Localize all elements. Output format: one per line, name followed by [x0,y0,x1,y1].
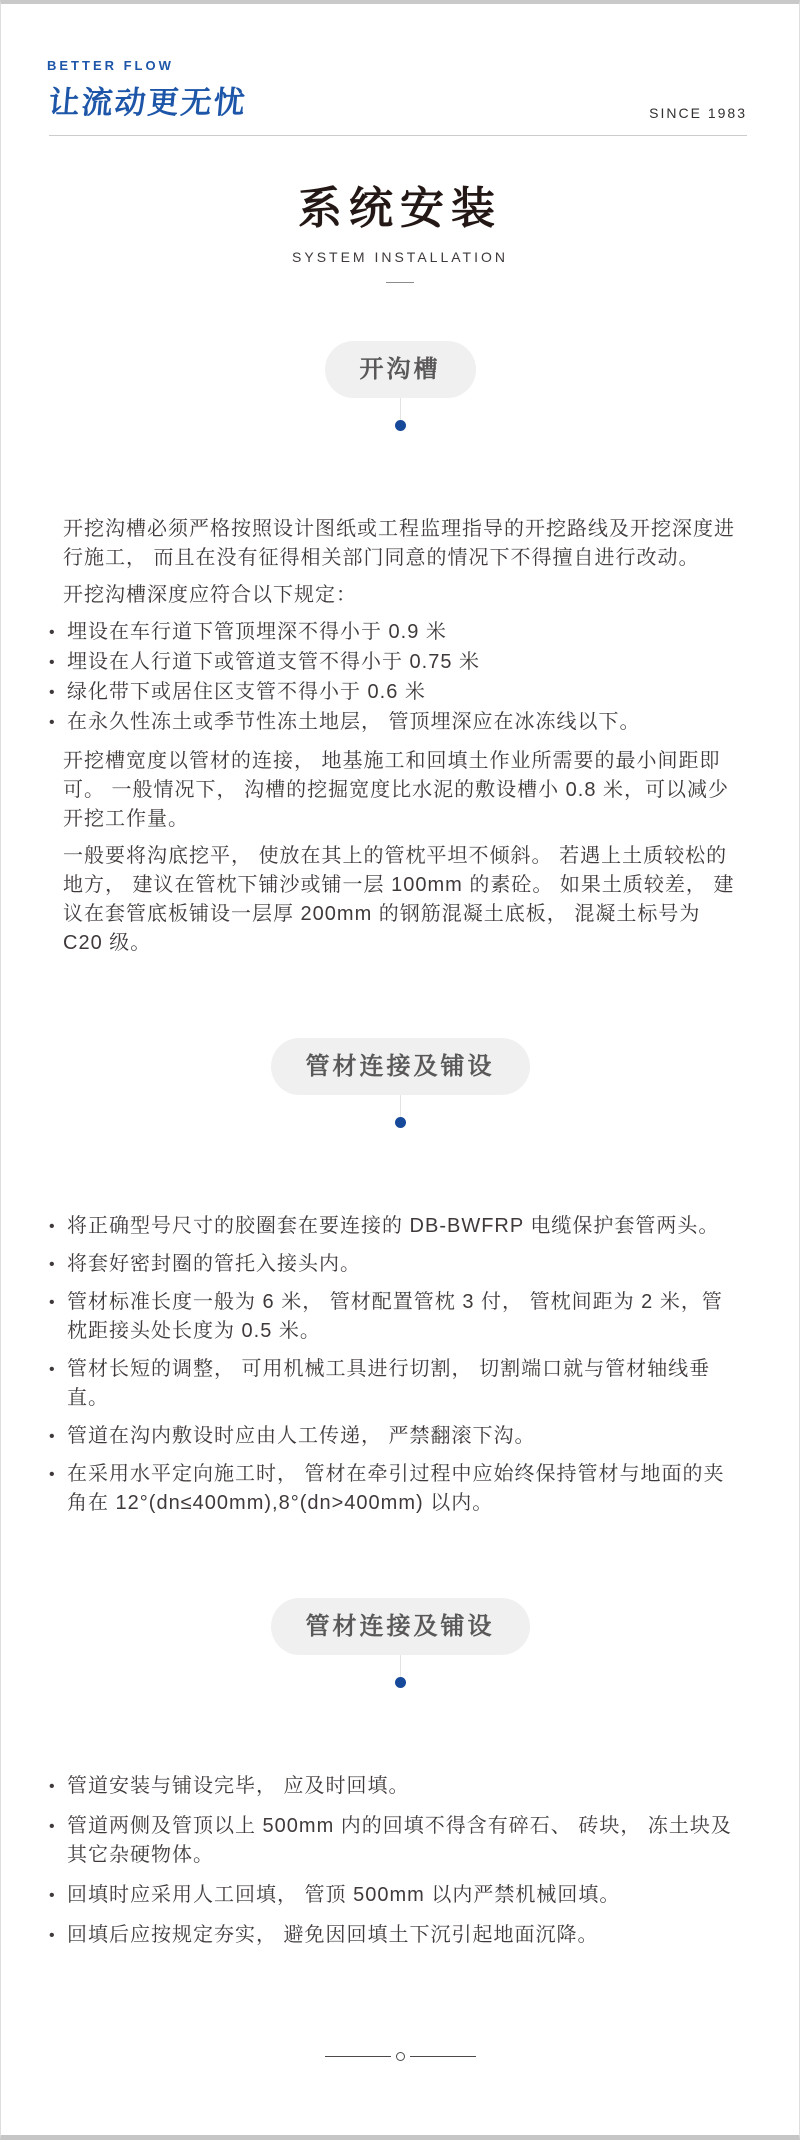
since-label: SINCE 1983 [649,105,747,121]
list-item-text: 管材长短的调整， 可用机械工具进行切割， 切割端口就与管材轴线垂直。 [67,1358,711,1409]
content [1,341,799,1950]
section-body [1,1772,799,1950]
paragraph: 开挖沟槽深度应符合以下规定： [63,584,357,606]
list-item [49,1921,737,1950]
bullet-list [49,618,737,737]
section-2 [1,1038,799,1518]
title-rule [386,282,414,283]
section-header [1,1598,799,1688]
bullet-icon: • [49,1294,56,1311]
bullet-icon: • [49,1778,56,1795]
connector-dot-icon [395,1117,406,1128]
list-item [49,1772,737,1801]
connector-dot-icon [395,1677,406,1688]
list-item-text: 埋设在人行道下或管道支管不得小于 0.75 米 [67,651,481,673]
paragraph: 一般要将沟底挖平， 使放在其上的管枕平坦不倾斜。 若遇上土质较松的地方， 建议在管枕下铺沙或铺一层 100mm 的素砼。 如果土质较差， 建议在套管底板铺设一层厚 200mm 的钢筋混凝土底板， 混凝土标号为 C20 级。 [63,845,735,954]
footer-circle-icon [396,2052,405,2061]
bullet-icon: • [49,1887,56,1904]
bullet-icon: • [49,1218,56,1235]
list-item-text: 在采用水平定向施工时， 管材在牵引过程中应始终保持管材与地面的夹角在 12°(dn≤400mm),8°(dn>400mm) 以内。 [67,1463,725,1514]
bullet-icon: • [49,1466,56,1483]
title-block [1,172,799,283]
section-badge: 管材连接及铺设 [271,1038,530,1095]
list-item-text: 管道安装与铺设完毕， 应及时回填。 [67,1775,410,1797]
list-item-text: 管材标准长度一般为 6 米， 管材配置管枕 3 付， 管枕间距为 2 米，管枕距接头处长度为 0.5 米。 [67,1291,723,1342]
list-item-text: 回填后应按规定夯实， 避免因回填土下沉引起地面沉降。 [67,1924,599,1946]
list-item [49,1812,737,1870]
list-item [49,1422,737,1451]
connector-line [400,398,401,420]
section-header [1,341,799,431]
paragraph: 开挖槽宽度以管材的连接， 地基施工和回填土作业所需要的最小间距即可。 一般情况下， 沟槽的挖掘宽度比水泥的敷设槽小 0.8 米，可以减少开挖工作量。 [63,750,730,830]
footer-ornament [1,2052,799,2061]
list-item [49,648,737,677]
list-item [49,1288,737,1346]
page-title: 系统安装 [298,184,502,233]
bullet-icon: • [49,624,56,641]
brand-tagline: BETTER FLOW [47,58,174,73]
header [1,4,799,122]
bullet-icon: • [49,1927,56,1944]
bullet-icon: • [49,1361,56,1378]
list-item [49,708,737,737]
list-item [49,1460,737,1518]
list-item-text: 将套好密封圈的管托入接头内。 [67,1253,361,1275]
list-item [49,1212,737,1241]
footer-line-left [325,2056,391,2057]
connector-line [400,1095,401,1117]
paragraph: 开挖沟槽必须严格按照设计图纸或工程监理指导的开挖路线及开挖深度进行施工， 而且在没有征得相关部门同意的情况下不得擅自进行改动。 [63,518,735,569]
bullet-list [49,1772,737,1950]
brand-block [47,58,249,122]
list-item-text: 管道在沟内敷设时应由人工传递， 严禁翻滚下沟。 [67,1425,536,1447]
list-item-text: 在永久性冻土或季节性冻土地层， 管顶埋深应在冰冻线以下。 [67,711,641,733]
bullet-icon: • [49,684,56,701]
header-divider [49,135,747,136]
section-badge: 开沟槽 [325,341,476,398]
list-item [49,1250,737,1279]
bullet-icon: • [49,1256,56,1273]
list-item [49,678,737,707]
list-item-text: 埋设在车行道下管顶埋深不得小于 0.9 米 [67,621,447,643]
connector-line [400,1655,401,1677]
page-subtitle: SYSTEM INSTALLATION [292,249,508,265]
list-item [49,618,737,647]
list-item-text: 绿化带下或居住区支管不得小于 0.6 米 [67,681,426,703]
section-body [1,1212,799,1518]
section-badge: 管材连接及铺设 [271,1598,530,1655]
section-1 [1,341,799,958]
bullet-list [49,1212,737,1518]
section-3 [1,1598,799,1950]
list-item [49,1881,737,1910]
bullet-icon: • [49,654,56,671]
list-item [49,1355,737,1413]
footer-line-right [410,2056,476,2057]
bullet-icon: • [49,1428,56,1445]
list-item-text: 回填时应采用人工回填， 管顶 500mm 以内严禁机械回填。 [67,1884,621,1906]
connector-dot-icon [395,420,406,431]
bullet-icon: • [49,714,56,731]
list-item-text: 将正确型号尺寸的胶圈套在要连接的 DB-BWFRP 电缆保护套管两头。 [67,1215,720,1237]
section-body [1,515,799,958]
section-header [1,1038,799,1128]
bullet-icon: • [49,1818,56,1835]
brand-logo: 让流动更无忧 [47,85,249,120]
list-item-text: 管道两侧及管顶以上 500mm 内的回填不得含有碎石、 砖块， 冻土块及其它杂硬物体。 [67,1815,732,1866]
